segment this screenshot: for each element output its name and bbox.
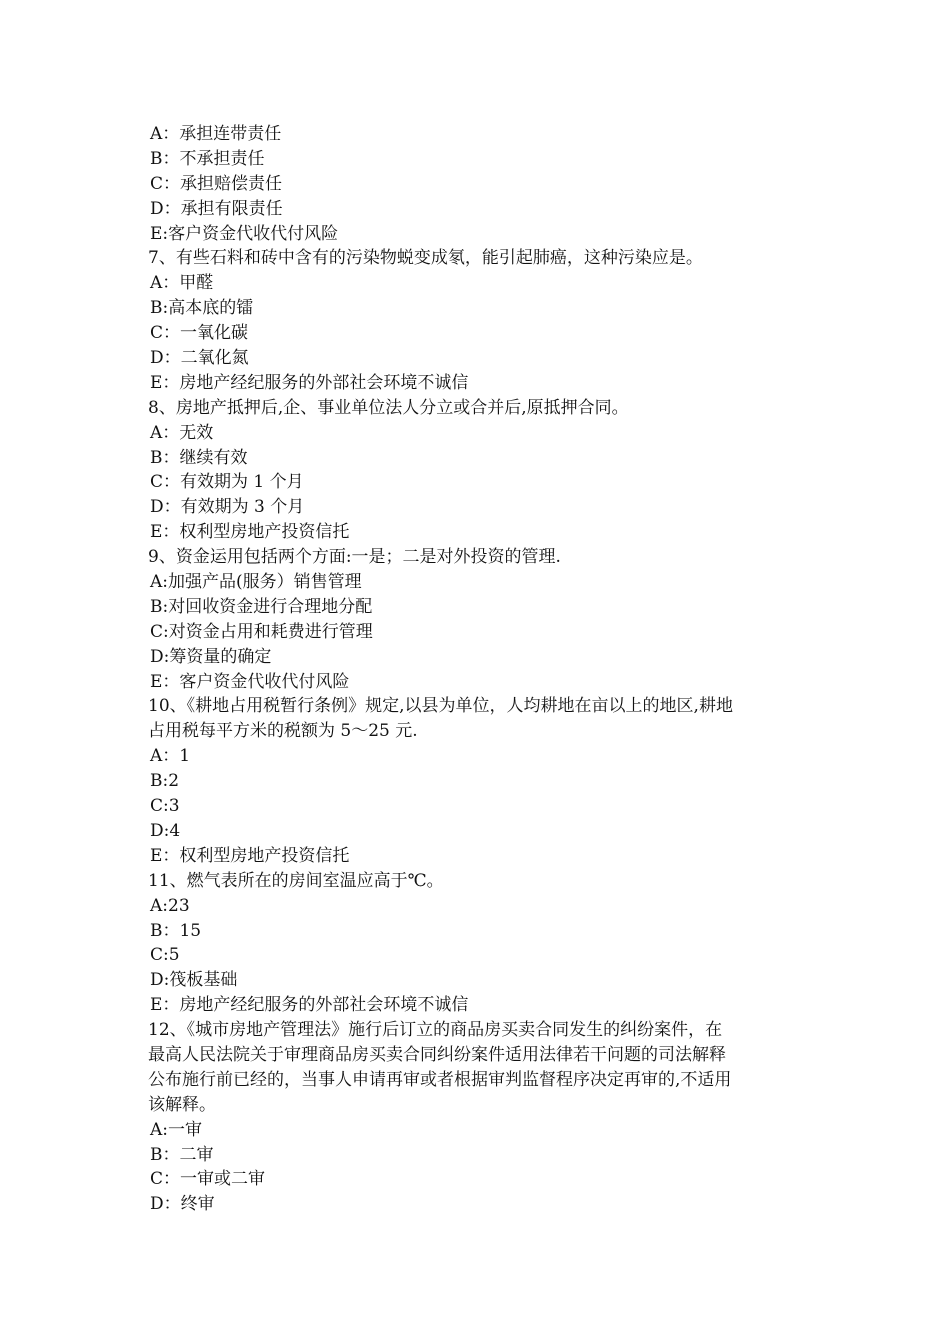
answer-option: C:3 — [150, 796, 180, 817]
question-text-line: 11、燃气表所在的房间室温应高于℃。 — [148, 870, 444, 891]
answer-option: B:高本底的镭 — [150, 298, 254, 319]
question-text-line: 12、《城市房地产管理法》施行后订立的商品房买卖合同发生的纠纷案件，在 — [148, 1020, 723, 1041]
answer-option: E:客户资金代收代付风险 — [150, 223, 339, 244]
answer-option: A：承担连带责任 — [150, 124, 282, 144]
answer-option: A:加强产品(服务）销售管理 — [150, 572, 362, 593]
question-text-line: 10、《耕地占用税暂行条例》规定,以县为单位，人均耕地在亩以上的地区,耕地 — [148, 696, 733, 717]
question-text-line: 该解释。 — [148, 1094, 216, 1115]
answer-option: C:对资金占用和耗费进行管理 — [150, 621, 373, 642]
answer-option: E：房地产经纪服务的外部社会环境不诚信 — [150, 995, 469, 1016]
question-text-line: 9、资金运用包括两个方面:一是；二是对外投资的管理. — [148, 547, 561, 568]
answer-option: C：有效期为 1 个月 — [150, 472, 304, 493]
answer-option: A：甲醛 — [150, 273, 214, 294]
answer-option: E：权利型房地产投资信托 — [150, 522, 350, 543]
answer-option: D：有效期为 3 个月 — [150, 497, 305, 518]
question-text-line: 占用税每平方米的税额为 5～25 元. — [148, 721, 418, 742]
answer-option: B：15 — [150, 920, 202, 941]
answer-option: B：不承担责任 — [150, 148, 265, 169]
answer-option: A:23 — [150, 895, 190, 916]
answer-option: E：房地产经纪服务的外部社会环境不诚信 — [150, 372, 469, 393]
answer-option: D:筏板基础 — [150, 970, 238, 991]
answer-option: C：一氧化碳 — [150, 323, 249, 344]
answer-option: C:5 — [150, 945, 180, 966]
question-text-line: 7、有些石料和砖中含有的污染物蜕变成氡，能引起肺癌，这种污染应是。 — [148, 248, 703, 269]
answer-option: C：一审或二审 — [150, 1169, 266, 1190]
question-text-line: 8、房地产抵押后,企、事业单位法人分立或合并后,原抵押合同。 — [148, 397, 629, 418]
answer-option: D：承担有限责任 — [150, 198, 283, 219]
answer-option: A：1 — [150, 746, 191, 767]
answer-option: E：客户资金代收代付风险 — [150, 671, 350, 692]
document-body — [148, 122, 813, 1217]
answer-option: A:一审 — [150, 1119, 203, 1140]
answer-option: D:筹资量的确定 — [150, 646, 272, 667]
question-text-line: 最高人民法院关于审理商品房买卖合同纠纷案件适用法律若干问题的司法解释 — [148, 1044, 726, 1065]
answer-option: B:2 — [150, 771, 180, 792]
answer-option: A：无效 — [150, 422, 214, 443]
answer-option: C：承担赔偿责任 — [150, 173, 283, 194]
answer-option: D:4 — [150, 820, 181, 841]
answer-option: E：权利型房地产投资信托 — [150, 845, 350, 866]
question-text-line: 公布施行前已经的，当事人申请再审或者根据审判监督程序决定再审的,不适用 — [148, 1069, 732, 1090]
answer-option: B：二审 — [150, 1144, 214, 1165]
answer-option: D：终审 — [150, 1194, 215, 1215]
answer-option: B:对回收资金进行合理地分配 — [150, 596, 373, 617]
answer-option: B：继续有效 — [150, 447, 248, 468]
answer-option: D：二氧化氮 — [150, 348, 249, 369]
